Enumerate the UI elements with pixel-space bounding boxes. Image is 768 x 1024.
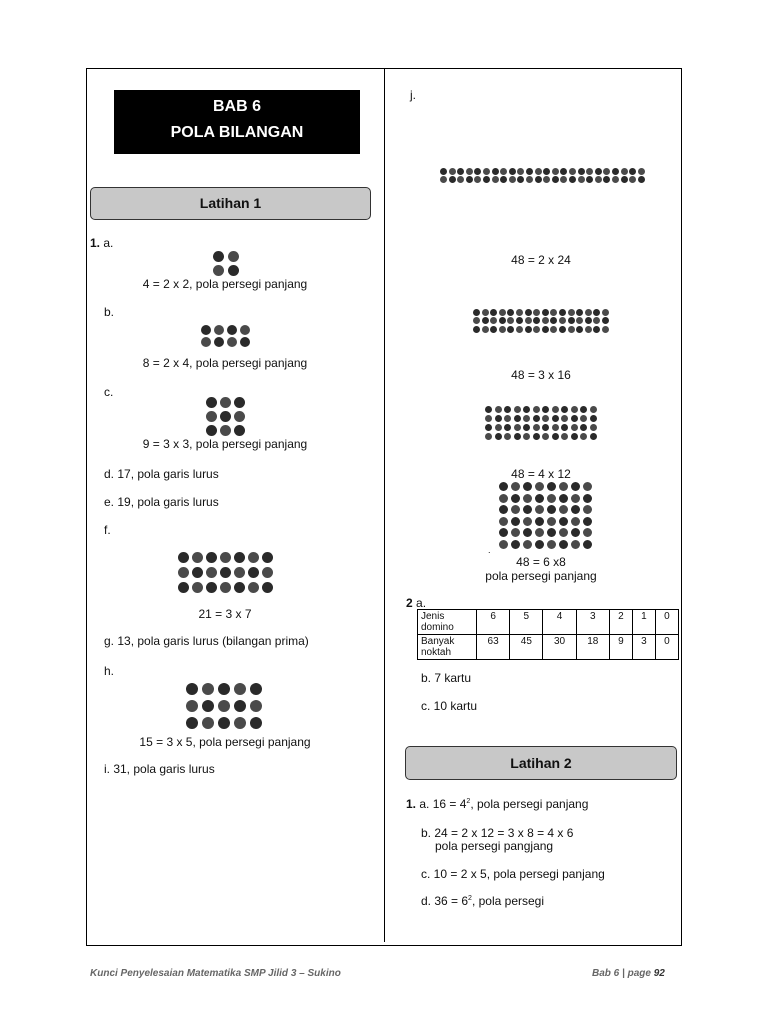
dot — [509, 176, 516, 183]
item-j4-text: 48 = 6 x8 — [516, 555, 566, 569]
l2-d-pre: d. 36 = 6 — [421, 894, 469, 908]
question-1-left — [90, 236, 113, 250]
dot — [178, 567, 189, 578]
dot — [511, 482, 520, 491]
dot — [559, 517, 568, 526]
dot — [569, 176, 576, 183]
dot — [218, 717, 230, 729]
dot — [220, 567, 231, 578]
dot — [214, 337, 224, 347]
dot — [571, 540, 580, 549]
dot — [485, 415, 492, 422]
dot — [516, 326, 523, 333]
item-a-text: 4 = 2 x 2, pola persegi panjang — [142, 277, 308, 291]
dot — [440, 176, 447, 183]
dot — [559, 540, 568, 549]
dot — [569, 168, 576, 175]
table-cell: 0 — [655, 610, 678, 635]
table-cell: 18 — [576, 635, 609, 660]
dot — [218, 700, 230, 712]
dot — [523, 494, 532, 503]
dot — [621, 168, 628, 175]
dot — [571, 406, 578, 413]
dot — [535, 494, 544, 503]
dot — [578, 176, 585, 183]
dot — [262, 567, 273, 578]
dot — [552, 415, 559, 422]
table-cell: 2 — [609, 610, 632, 635]
dot — [178, 552, 189, 563]
item-c-text: 9 = 3 x 3, pola persegi panjang — [142, 437, 308, 451]
dot — [559, 482, 568, 491]
dot — [218, 683, 230, 695]
dot — [552, 433, 559, 440]
dot — [525, 317, 532, 324]
chapter-number: BAB 6 — [212, 98, 261, 115]
footer-book-title: Kunci Penyelesaian Matematika SMP Jilid 3 – Sukino — [90, 968, 341, 979]
dot — [542, 433, 549, 440]
item-g-text: g. 13, pola garis lurus (bilangan prima) — [104, 634, 309, 648]
l2-item-c: c. 10 = 2 x 5, pola persegi panjang — [421, 867, 605, 881]
dot — [248, 582, 259, 593]
dot — [262, 552, 273, 563]
dot — [535, 176, 542, 183]
item-j4-text2: pola persegi panjang — [485, 569, 597, 583]
dot — [516, 309, 523, 316]
table-cell: 5 — [510, 610, 543, 635]
item-d-text: d. 17, pola garis lurus — [104, 467, 219, 481]
l2-a-pre: a. 16 = 4 — [419, 797, 467, 811]
l2-d-post: , pola persegi — [471, 894, 544, 908]
dot — [499, 326, 506, 333]
dot — [202, 683, 214, 695]
dot — [201, 337, 211, 347]
dot — [585, 326, 592, 333]
dot — [495, 406, 502, 413]
dot — [535, 482, 544, 491]
dot — [228, 251, 239, 262]
dot — [220, 411, 231, 422]
dot — [449, 176, 456, 183]
dot — [490, 326, 497, 333]
dot — [214, 325, 224, 335]
dot — [525, 309, 532, 316]
l2-a-post: , pola persegi panjang — [470, 797, 589, 811]
dot — [202, 700, 214, 712]
dot — [206, 425, 217, 436]
dot — [552, 406, 559, 413]
dot — [234, 567, 245, 578]
table-cell: 30 — [543, 635, 576, 660]
dot — [511, 540, 520, 549]
dot — [571, 494, 580, 503]
table-row — [418, 610, 679, 635]
dot — [523, 540, 532, 549]
dot — [590, 433, 597, 440]
dot — [523, 406, 530, 413]
dot — [576, 326, 583, 333]
table-row-header: Jenis domino — [418, 610, 477, 635]
dot — [262, 582, 273, 593]
dot — [542, 326, 549, 333]
dot — [559, 309, 566, 316]
dot — [583, 482, 592, 491]
dot — [511, 494, 520, 503]
footer-chapter: Bab 6 | page — [592, 968, 654, 979]
l2-d-exponent: 2 — [468, 895, 472, 902]
item-i-text: i. 31, pola garis lurus — [104, 762, 215, 776]
dot — [547, 540, 556, 549]
dot — [228, 265, 239, 276]
dot — [206, 397, 217, 408]
dot — [227, 325, 237, 335]
dot — [571, 415, 578, 422]
item-b-label: b. — [104, 305, 115, 319]
section-latihan-2: Latihan 2 — [405, 746, 677, 780]
dot — [492, 168, 499, 175]
item-j2-text: 48 = 3 x 16 — [511, 368, 571, 382]
dot — [602, 309, 609, 316]
dot — [492, 176, 499, 183]
dot — [240, 325, 250, 335]
dot — [559, 494, 568, 503]
dot — [186, 717, 198, 729]
l2-a-exponent: 2 — [466, 798, 471, 805]
dot — [571, 424, 578, 431]
footer-page — [592, 968, 665, 979]
dot — [234, 683, 246, 695]
item-j3-text: 48 = 4 x 12 — [511, 467, 571, 481]
dot — [561, 415, 568, 422]
dot — [535, 517, 544, 526]
dot — [234, 411, 245, 422]
dot — [526, 168, 533, 175]
dot — [638, 168, 645, 175]
dot — [449, 168, 456, 175]
table-cell: 6 — [477, 610, 510, 635]
dot — [571, 482, 580, 491]
dot — [495, 433, 502, 440]
dot — [561, 433, 568, 440]
question-2-label: a. — [416, 596, 427, 610]
dot — [504, 424, 511, 431]
dot — [523, 433, 530, 440]
dot — [495, 415, 502, 422]
dot — [580, 424, 587, 431]
dot — [535, 540, 544, 549]
l2-question-number: 1. — [406, 797, 417, 811]
chapter-title-box — [114, 90, 360, 154]
dot — [248, 567, 259, 578]
dot — [533, 433, 540, 440]
dot — [473, 309, 480, 316]
dot — [234, 582, 245, 593]
dot — [466, 176, 473, 183]
dot — [482, 326, 489, 333]
dot — [482, 317, 489, 324]
dot — [535, 168, 542, 175]
l2-item-b: b. 24 = 2 x 12 = 3 x 8 = 4 x 6 — [421, 826, 574, 840]
table-cell: 45 — [510, 635, 543, 660]
dot — [504, 433, 511, 440]
dot — [201, 325, 211, 335]
dot — [250, 700, 262, 712]
dot — [552, 176, 559, 183]
chapter-title: POLA BILANGAN — [170, 124, 304, 141]
item-c-label: c. — [104, 385, 114, 399]
dot — [585, 309, 592, 316]
dot — [206, 582, 217, 593]
dot — [590, 406, 597, 413]
dot — [499, 309, 506, 316]
table-row — [418, 635, 679, 660]
dot — [220, 425, 231, 436]
dot — [580, 415, 587, 422]
dot — [580, 406, 587, 413]
dot — [206, 411, 217, 422]
dot — [583, 494, 592, 503]
dot — [590, 415, 597, 422]
table-cell: 3 — [576, 610, 609, 635]
dot — [583, 540, 592, 549]
dot — [568, 309, 575, 316]
dot — [523, 517, 532, 526]
dot — [483, 176, 490, 183]
dot — [542, 309, 549, 316]
dot — [499, 517, 508, 526]
dot — [440, 168, 447, 175]
dot — [213, 265, 224, 276]
dot — [612, 176, 619, 183]
dot — [552, 424, 559, 431]
dot — [499, 540, 508, 549]
dot — [523, 415, 530, 422]
dot — [571, 517, 580, 526]
dot — [547, 482, 556, 491]
dot — [178, 582, 189, 593]
page-number: 92 — [653, 968, 665, 979]
table-cell: 0 — [655, 635, 678, 660]
dot — [234, 700, 246, 712]
dot — [559, 326, 566, 333]
item-j-label: j. — [410, 88, 416, 102]
stray-dot: . — [488, 545, 491, 555]
dot — [234, 425, 245, 436]
dot — [590, 424, 597, 431]
dot — [580, 433, 587, 440]
item-e-text: e. 19, pola garis lurus — [104, 495, 219, 509]
table-cell: 9 — [609, 635, 632, 660]
dot — [250, 717, 262, 729]
item-h-text: 15 = 3 x 5, pola persegi panjang — [139, 735, 311, 749]
dot — [523, 482, 532, 491]
dot — [213, 251, 224, 262]
dot — [227, 337, 237, 347]
l2-item-a — [406, 797, 588, 811]
dot — [192, 582, 203, 593]
dot — [499, 494, 508, 503]
dot — [504, 415, 511, 422]
dot — [186, 700, 198, 712]
item-h-label: h. — [104, 664, 115, 678]
dot — [547, 494, 556, 503]
domino-table — [417, 609, 679, 660]
dot — [495, 424, 502, 431]
dot — [485, 424, 492, 431]
table-cell: 3 — [632, 635, 655, 660]
dot — [504, 406, 511, 413]
dot — [533, 326, 540, 333]
dot — [485, 433, 492, 440]
dot — [192, 567, 203, 578]
dot — [234, 717, 246, 729]
dot — [525, 326, 532, 333]
table-row-header: Banyak noktah — [418, 635, 477, 660]
dot — [583, 517, 592, 526]
section-latihan-1: Latihan 1 — [90, 187, 371, 220]
dot — [542, 415, 549, 422]
dot — [514, 415, 521, 422]
item-f-label: f. — [104, 523, 111, 537]
item-f-text: 21 = 3 x 7 — [198, 607, 252, 621]
dot — [250, 683, 262, 695]
dot — [595, 168, 602, 175]
dot — [202, 717, 214, 729]
dot — [466, 168, 473, 175]
dot — [220, 397, 231, 408]
dot — [568, 326, 575, 333]
dot — [206, 567, 217, 578]
dot — [499, 482, 508, 491]
l2-item-d — [421, 894, 544, 908]
table-cell: 1 — [632, 610, 655, 635]
item-j1-text: 48 = 2 x 24 — [511, 253, 571, 267]
dot — [571, 433, 578, 440]
dot — [638, 176, 645, 183]
dot — [186, 683, 198, 695]
dot — [248, 552, 259, 563]
dot — [240, 337, 250, 347]
dot — [561, 424, 568, 431]
question-number: 1. — [90, 236, 101, 250]
item-2c-text: c. 10 kartu — [421, 699, 478, 713]
dot — [511, 517, 520, 526]
dot — [568, 317, 575, 324]
dot — [561, 406, 568, 413]
question-2 — [406, 596, 426, 610]
dot — [514, 424, 521, 431]
dot — [621, 176, 628, 183]
column-divider — [384, 68, 385, 942]
dot — [220, 582, 231, 593]
dot — [526, 176, 533, 183]
dot — [514, 433, 521, 440]
dot — [483, 168, 490, 175]
dot — [485, 406, 492, 413]
item-b-text: 8 = 2 x 4, pola persegi panjang — [142, 356, 308, 370]
table-cell: 4 — [543, 610, 576, 635]
dot — [578, 168, 585, 175]
item-2b-text: b. 7 kartu — [421, 671, 472, 685]
dot — [602, 326, 609, 333]
item-a-label: a. — [103, 236, 114, 250]
dot — [552, 168, 559, 175]
dot — [482, 309, 489, 316]
l2-item-b-line2: pola persegi pangjang — [435, 839, 554, 853]
dot — [595, 176, 602, 183]
dot — [192, 552, 203, 563]
dot — [542, 406, 549, 413]
table-cell: 63 — [477, 635, 510, 660]
dot — [547, 517, 556, 526]
dot — [533, 424, 540, 431]
dot — [220, 552, 231, 563]
dot — [612, 168, 619, 175]
question-2-number: 2 — [406, 596, 413, 610]
dot — [514, 406, 521, 413]
dot — [473, 326, 480, 333]
dot — [523, 424, 530, 431]
dot — [234, 397, 245, 408]
dot — [533, 406, 540, 413]
dot — [509, 168, 516, 175]
dot — [206, 552, 217, 563]
dot — [542, 424, 549, 431]
dot — [234, 552, 245, 563]
dot — [533, 415, 540, 422]
